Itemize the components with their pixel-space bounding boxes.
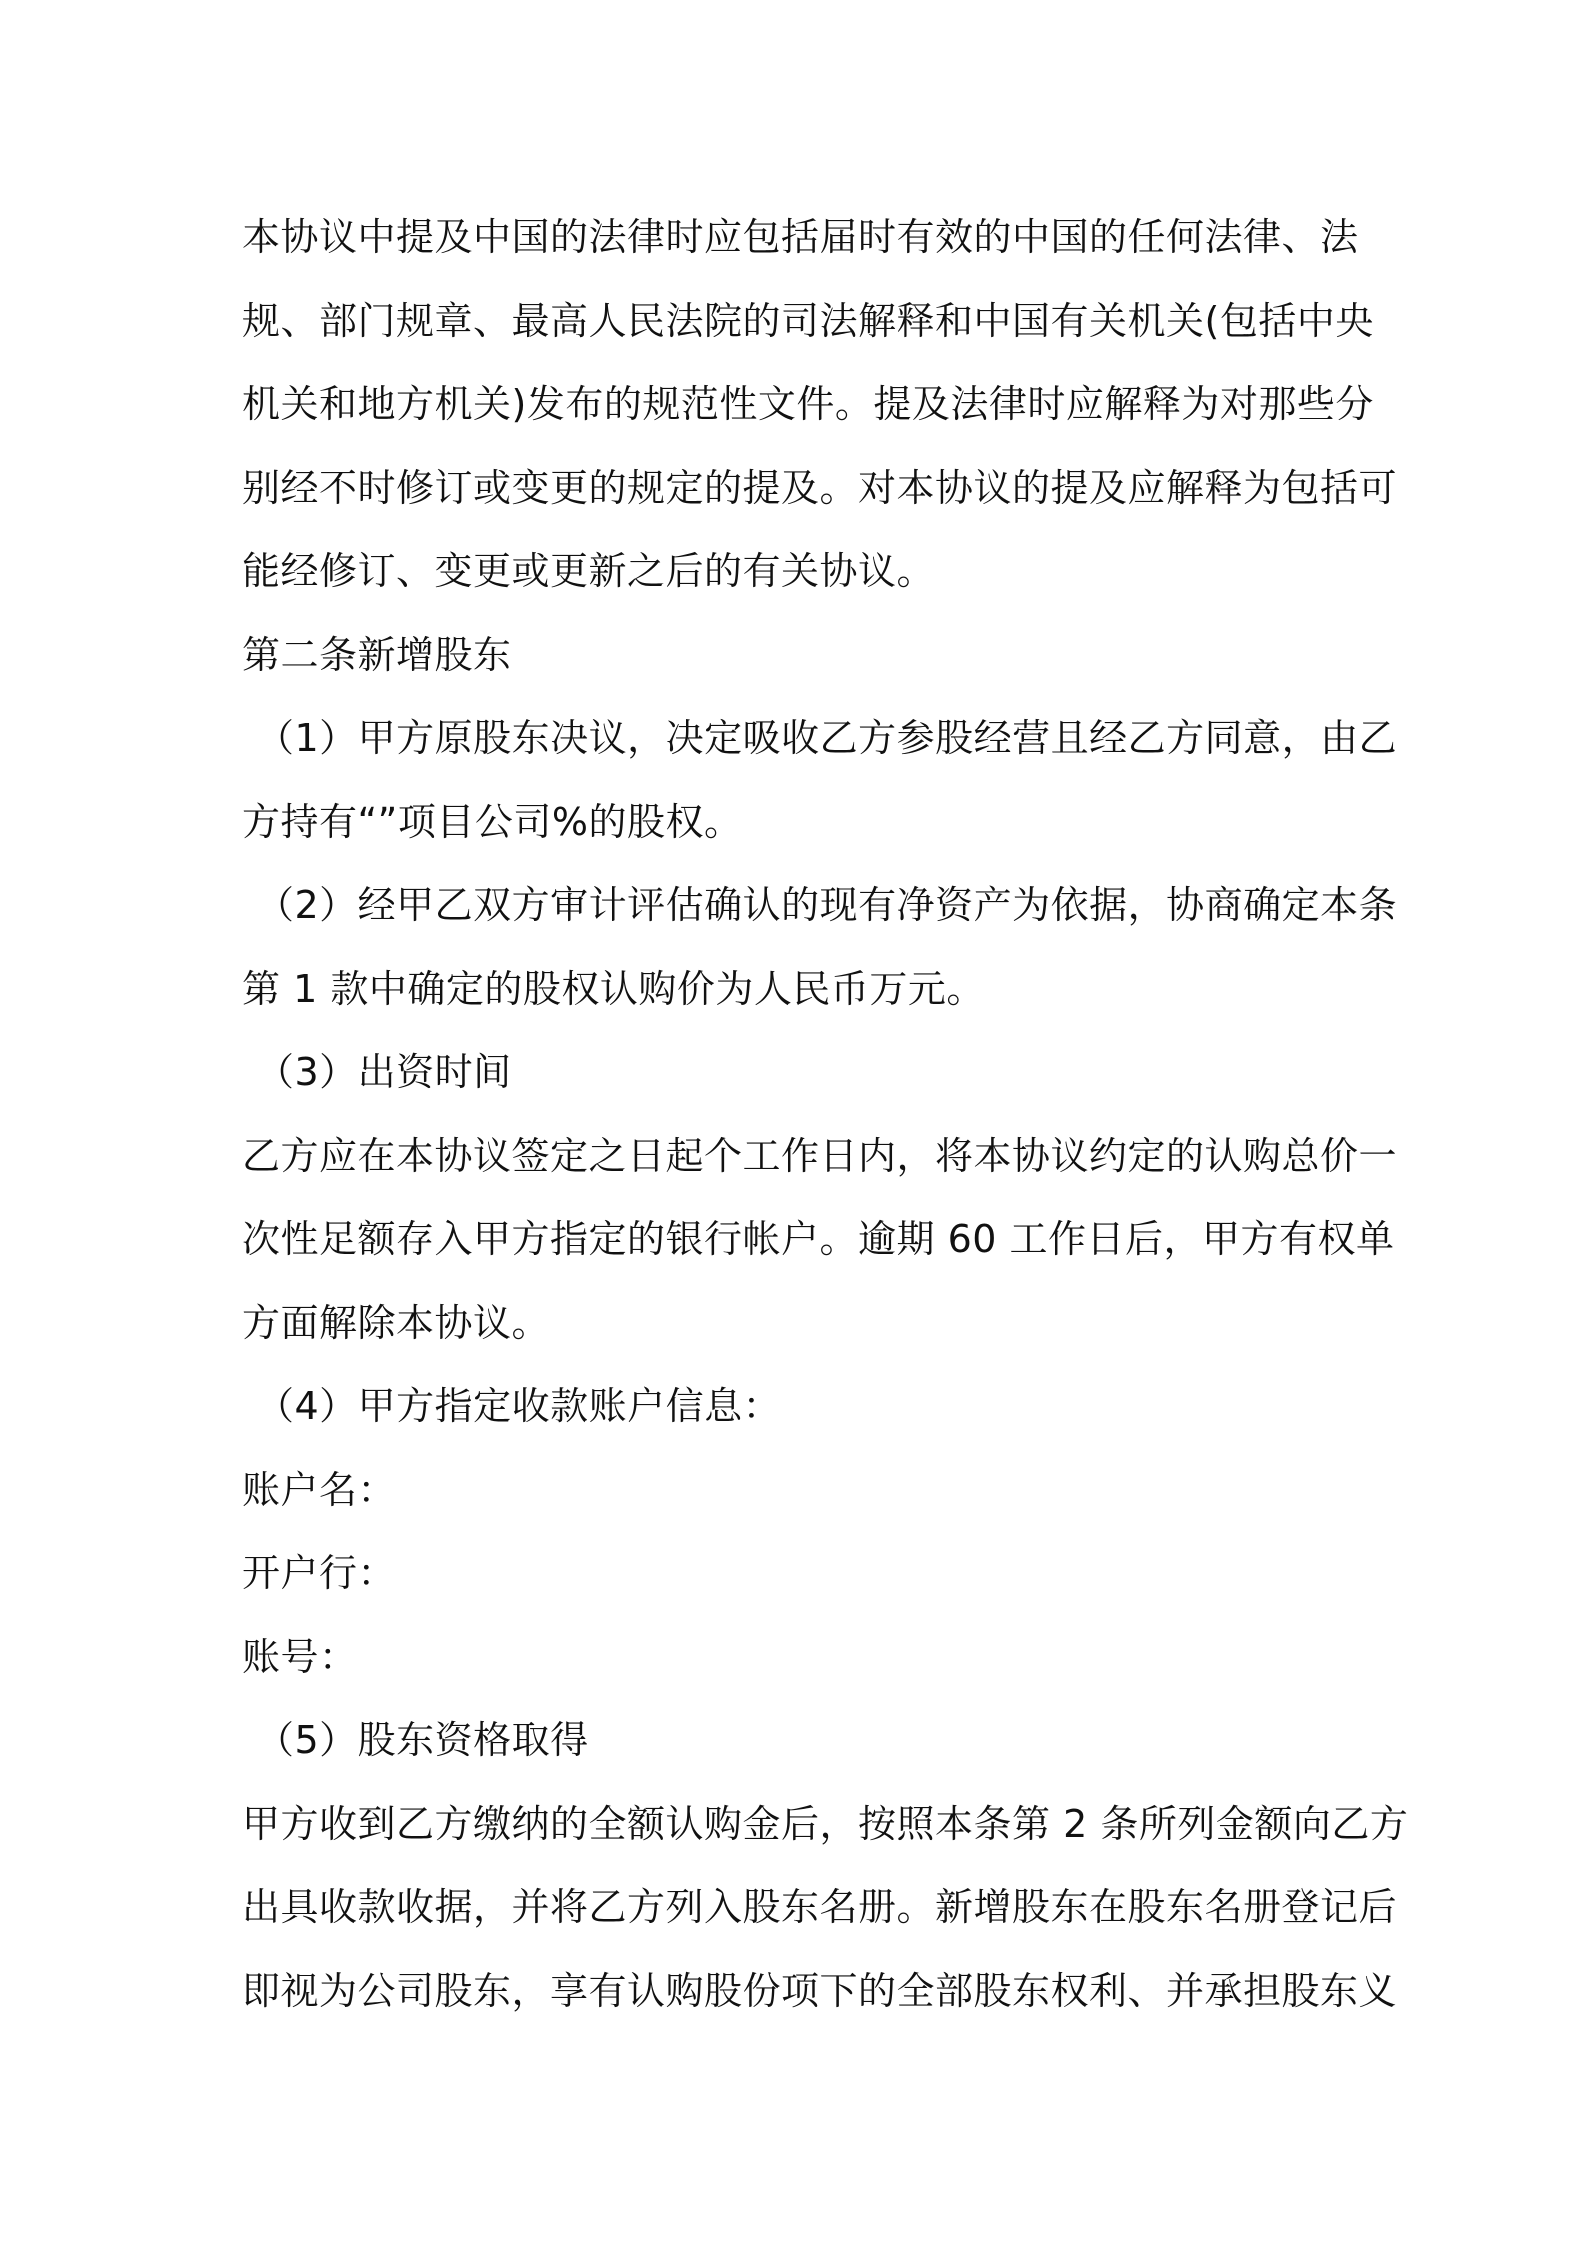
clause-4-heading: （4）甲方指定收款账户信息： xyxy=(256,1384,782,1428)
document-body xyxy=(242,196,1409,2033)
text-line-3: 机关和地方机关)发布的规范性文件。提及法律时应解释为对那些分 xyxy=(242,382,1374,426)
account-name-label: 账户名： xyxy=(242,1467,397,1512)
clause-2-line-2: 第 1 款中确定的股权认购价为人民币万元。 xyxy=(242,966,985,1011)
bank-label: 开户行： xyxy=(242,1551,397,1595)
clause-3-line-2: 次性足额存入甲方指定的银行帐户。逾期 60 工作日后，甲方有权单 xyxy=(242,1217,1395,1261)
clause-3-line-1: 乙方应在本协议签定之日起个工作日内，将本协议约定的认购总价一 xyxy=(242,1133,1398,1178)
text-line-1: 本协议中提及中国的法律时应包括届时有效的中国的任何法律、法 xyxy=(242,215,1359,259)
clause-3-line-3: 方面解除本协议。 xyxy=(242,1300,551,1345)
clause-1-line-1: （1）甲方原股东决议，决定吸收乙方参股经营且经乙方同意，由乙 xyxy=(256,716,1398,760)
clause-1-line-2: 方持有“”项目公司%的股权。 xyxy=(242,799,743,844)
text-line-4: 别经不时修订或变更的规定的提及。对本协议的提及应解释为包括可 xyxy=(242,465,1398,510)
clause-5-line-3: 即视为公司股东，享有认购股份项下的全部股东权利、并承担股东义 xyxy=(242,1968,1398,2013)
clause-5-heading: （5）股东资格取得 xyxy=(256,1718,589,1762)
section-heading: 第二条新增股东 xyxy=(242,632,512,677)
clause-5-line-2: 出具收款收据，并将乙方列入股东名册。新增股东在股东名册登记后 xyxy=(242,1885,1398,1929)
clause-5-line-1: 甲方收到乙方缴纳的全额认购金后，按照本条第 2 条所列金额向乙方 xyxy=(242,1801,1409,1846)
account-number-label: 账号： xyxy=(242,1634,358,1679)
clause-2-line-1: （2）经甲乙双方审计评估确认的现有净资产为依据，协商确定本条 xyxy=(256,883,1398,927)
text-line-5: 能经修订、变更或更新之后的有关协议。 xyxy=(242,549,936,593)
clause-3-heading: （3）出资时间 xyxy=(256,1050,512,1094)
text-line-2: 规、部门规章、最高人民法院的司法解释和中国有关机关(包括中央 xyxy=(242,298,1374,343)
